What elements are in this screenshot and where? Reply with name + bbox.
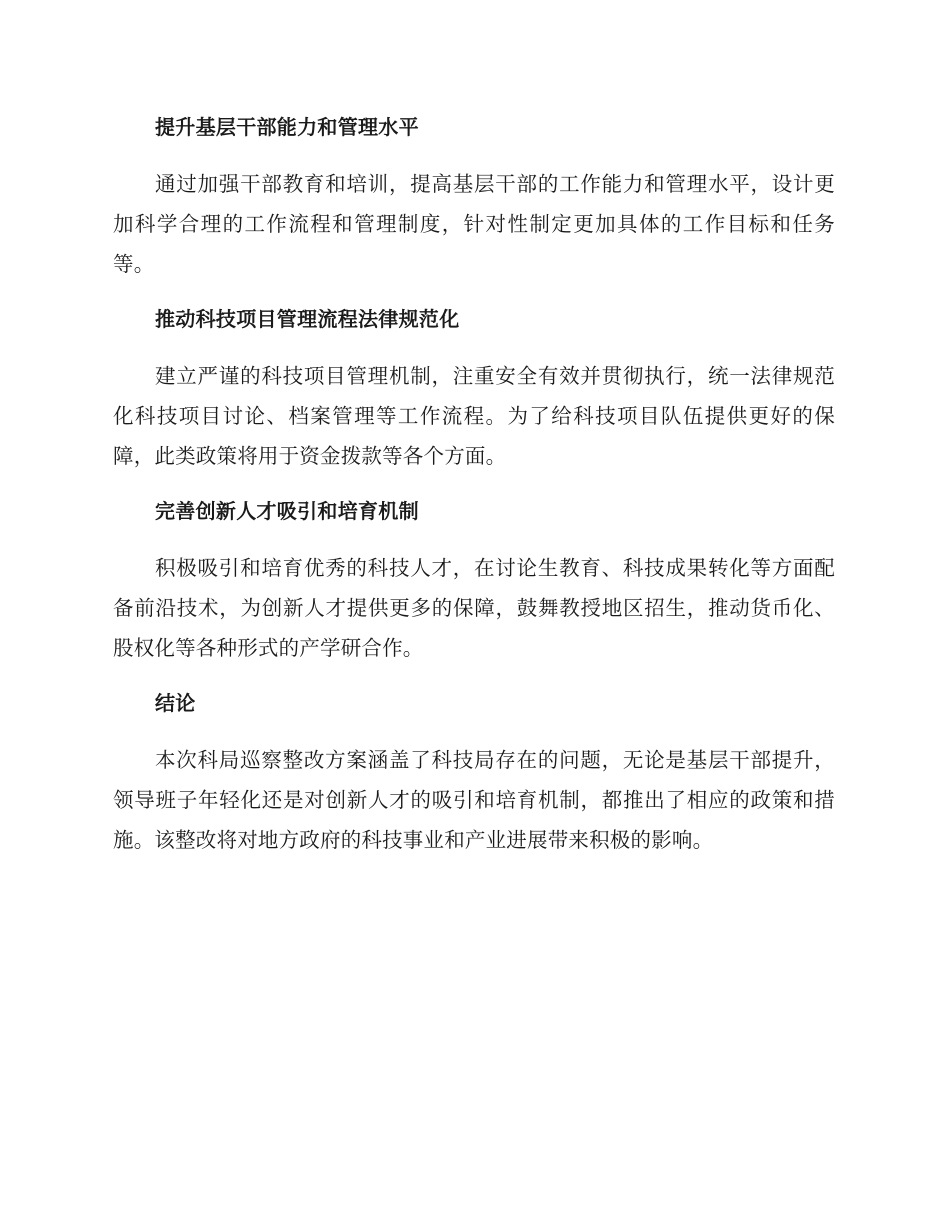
section-body-talent-mechanism: 积极吸引和培育优秀的科技人才，在讨论生教育、科技成果转化等方面配备前沿技术，为创新人才提供更多的保障，鼓舞教授地区招生，推动货币化、股权化等各种形式的产学研合作。: [113, 556, 835, 660]
section-heading-project-management: 推动科技项目管理流程法律规范化: [155, 307, 460, 331]
document-content: [113, 108, 835, 876]
section-body-conclusion: 本次科局巡察整改方案涵盖了科技局存在的问题，无论是基层干部提升，领导班子年轻化还是对创新人才的吸引和培育机制，都推出了相应的政策和措施。该整改将对地方政府的科技事业和产业进展带来积极的影响。: [113, 748, 835, 852]
section-heading-cadre-capability: 提升基层干部能力和管理水平: [155, 115, 419, 139]
section-heading-conclusion: 结论: [155, 691, 196, 715]
section-body-project-management: 建立严谨的科技项目管理机制，注重安全有效并贯彻执行，统一法律规范化科技项目讨论、档案管理等工作流程。为了给科技项目队伍提供更好的保障，此类政策将用于资金拨款等各个方面。: [113, 364, 835, 468]
section-heading-talent-mechanism: 完善创新人才吸引和培育机制: [155, 499, 419, 523]
section-body-cadre-capability: 通过加强干部教育和培训，提高基层干部的工作能力和管理水平，设计更加科学合理的工作流程和管理制度，针对性制定更加具体的工作目标和任务等。: [113, 172, 835, 276]
